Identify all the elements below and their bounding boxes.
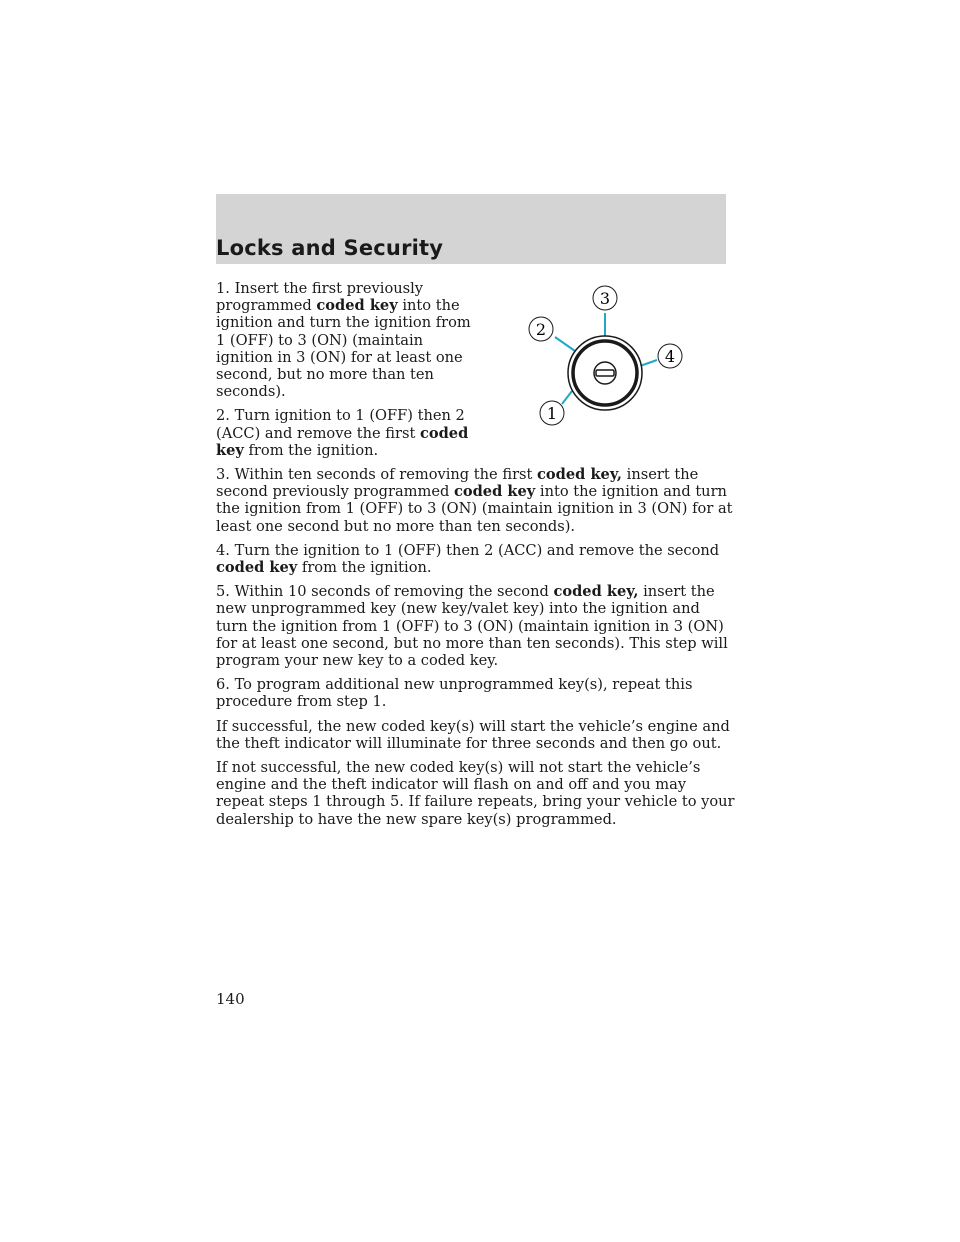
step-1: 1. Insert the first previously programmed coded key into the ignition and turn the ignition from 1 (OFF) to 3 (ON) (maintain ignition in 3 (ON) for at least one second, but no more than ten seconds). xyxy=(216,280,471,401)
position-label-3: 3 xyxy=(599,289,611,308)
step-4: 4. Turn the ignition to 1 (OFF) then 2 (ACC) and remove the second coded key from the ignition. xyxy=(216,541,720,577)
step-5: 5. Within 10 seconds of removing the second coded key, insert the new unprogrammed key (new key/valet key) into the ignition and turn the ignition from 1 (OFF) to 3 (ON) (maintain ignition in 3 (ON) for at least one second, but no more than ten seconds). This step will program your new key to a coded key. xyxy=(216,583,728,670)
position-label-4: 4 xyxy=(664,347,676,366)
instructions-body xyxy=(216,280,736,835)
success-note: If successful, the new coded key(s) will start the vehicle’s engine and the theft indicator will illuminate for three seconds and then go out. xyxy=(216,717,730,752)
step-6: 6. To program additional new unprogrammed key(s), repeat this procedure from step 1. xyxy=(216,676,693,711)
step-3: 3. Within ten seconds of removing the first coded key, insert the second previously programmed coded key into the ignition and turn the ignition from 1 (OFF) to 3 (ON) (maintain ignition in 3 (ON) for at least one second but no more than ten seconds). xyxy=(216,466,733,535)
failure-note: If not successful, the new coded key(s) will not start the vehicle’s engine and the theft indicator will flash on and off and you may repeat steps 1 through 5. If failure repeats, bring your vehicle to your dealership to have the new spare key(s) programmed. xyxy=(216,759,735,828)
step-2: 2. Turn ignition to 1 (OFF) then 2 (ACC) and remove the first coded key from the ignition. xyxy=(216,407,469,459)
page-number: 140 xyxy=(216,990,245,1008)
position-label-2: 2 xyxy=(535,320,547,339)
section-title: Locks and Security xyxy=(216,236,444,260)
position-label-1: 1 xyxy=(546,404,558,423)
